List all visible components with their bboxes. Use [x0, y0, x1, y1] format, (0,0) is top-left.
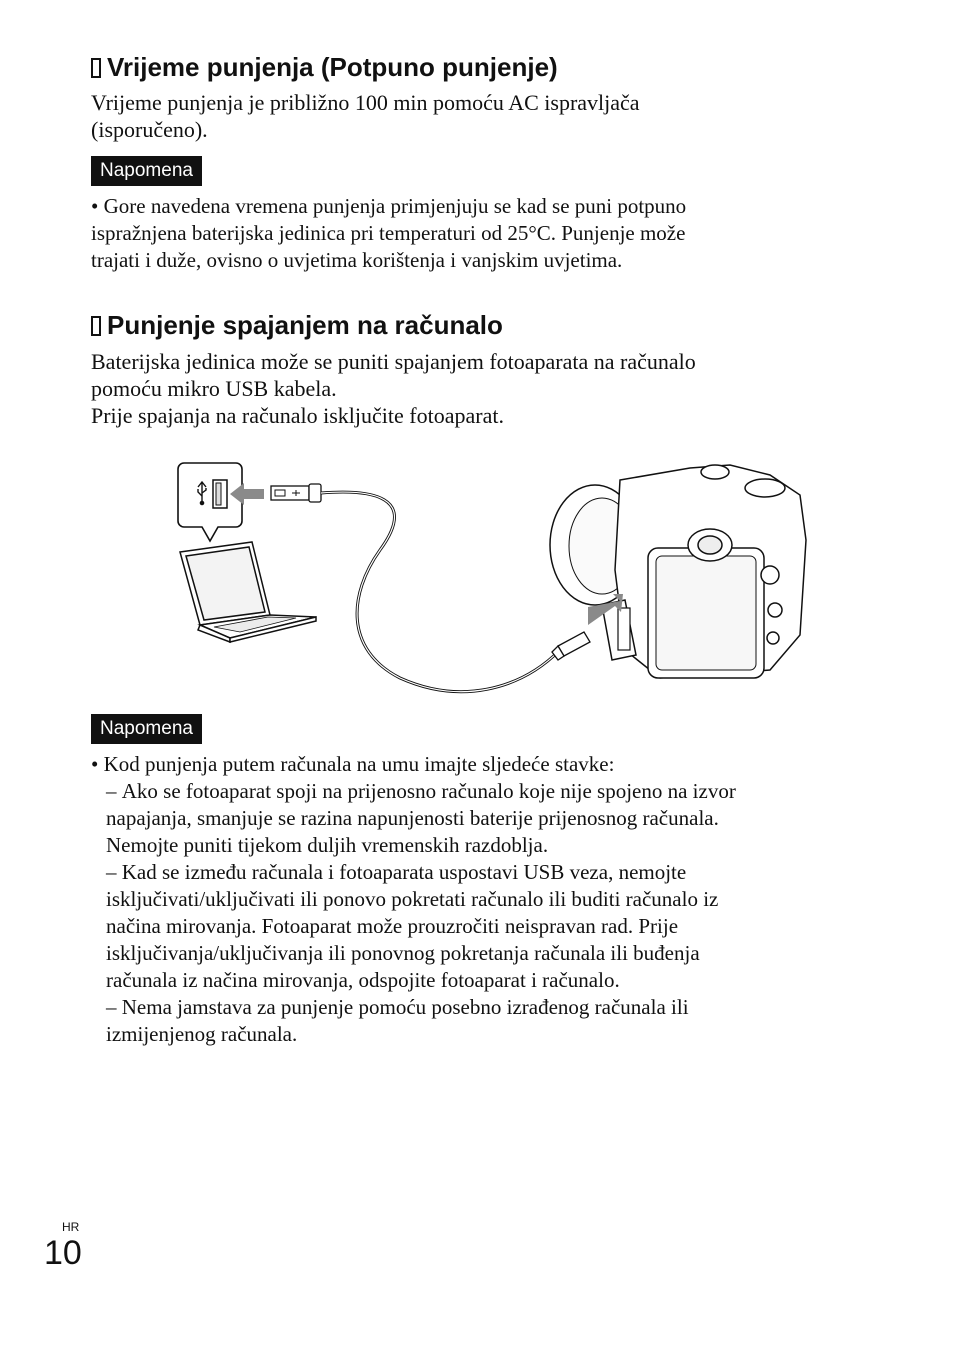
note2-item: – Kad se između računala i fotoaparata uspostavi USB veza, nemojte isključivati/uključivati ili ponovo pokretati računalo ili buditi računalo iz načina mirovanja. Fotoaparat može prouzročiti neispravan rad. Prije isključivanja/uključivanja ili ponovnog pokretanja računala ili buđenja računala iz načina mirovanja, odspojite fotoaparat i računalo. — [106, 860, 719, 992]
usb-plug — [271, 484, 321, 502]
note-badge: Napomena — [91, 156, 202, 186]
section-heading-computer-charging: Punjenje spajanjem na računalo — [91, 310, 503, 340]
camera-icon — [550, 465, 806, 678]
note2-item: – Nema jamstava za punjenje pomoću posebno izrađenog računala ili izmijenjenog računala. — [106, 995, 689, 1046]
section2-body: Baterijska jedinica može se puniti spajanjem fotoaparata na računalo pomoću mikro USB kabela. Prije spajanja na računalo isključite fotoaparat. — [91, 349, 696, 428]
note1-item: • Gore navedena vremena punjenja primjenjuju se kad se puni potpuno ispražnjena baterijska jedinica pri temperaturi od 25°C. Punjenje može trajati i duže, ovisno o uvjetima korištenja i vanjskim uvjetima. — [91, 194, 687, 272]
note2-intro: • Kod punjenja putem računala na umu imajte sljedeće stavke: — [91, 752, 615, 776]
note2-item: – Ako se fotoaparat spoji na prijenosno računalo koje nije spojeno na izvor napajanja, smanjuje se razina napunjenosti baterije prijenosnog računala. Nemojte puniti tijekom duljih vremenskih razdoblja. — [106, 779, 736, 857]
note-badge: Napomena — [91, 714, 202, 744]
usb-port-callout — [178, 463, 242, 541]
page-number: 10 — [44, 1234, 82, 1272]
micro-usb-plug — [552, 632, 590, 660]
laptop-icon — [180, 542, 316, 642]
heading-marker-icon — [91, 316, 101, 336]
note2-list — [91, 751, 861, 1048]
section1-body: Vrijeme punjenja je približno 100 min pomoću AC ispravljača (isporučeno). — [91, 90, 640, 142]
usb-connection-illustration — [170, 450, 820, 700]
language-code: HR — [62, 1220, 80, 1234]
section-heading-charging-time: Vrijeme punjenja (Potpuno punjenje) — [91, 52, 558, 82]
heading-marker-icon — [91, 58, 101, 78]
